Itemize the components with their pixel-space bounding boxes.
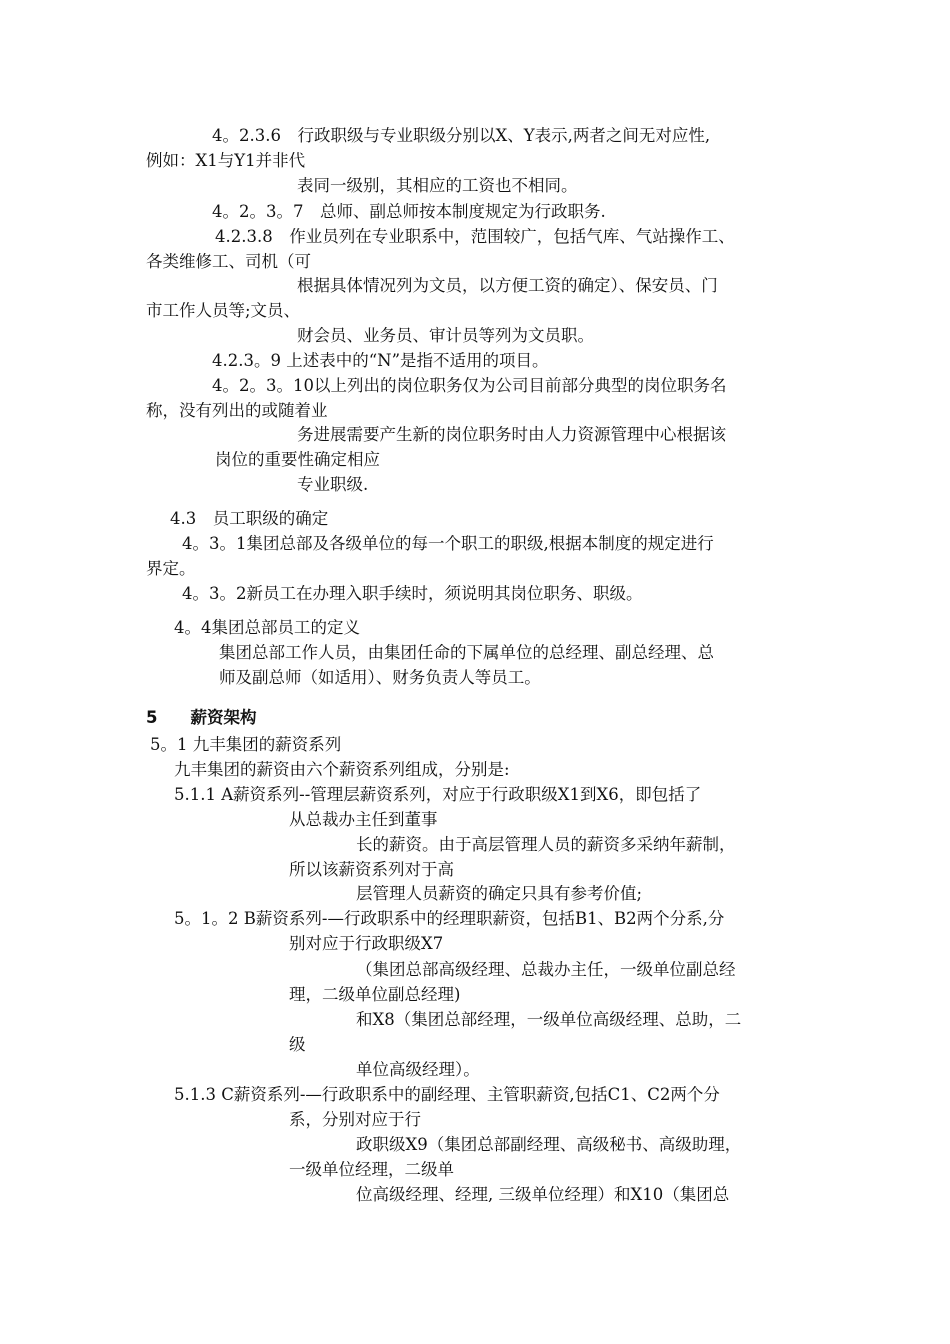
- text-line: 理，二级单位副总经理): [289, 985, 461, 1004]
- section-heading: 4。4集团总部员工的定义: [174, 618, 360, 637]
- text-line: 系，分别对应于行: [289, 1110, 421, 1129]
- text-line: 4。3。1集团总部及各级单位的每一个职工的职级,根据本制度的规定进行: [182, 534, 714, 553]
- text-line: 称，没有列出的或随着业: [146, 401, 328, 420]
- text-line: 岗位的重要性确定相应: [215, 450, 380, 469]
- section-heading: 4.3 员工职级的确定: [170, 509, 329, 528]
- text-line: 4。3。2新员工在办理入职手续时，须说明其岗位职务、职级。: [182, 584, 643, 603]
- text-line: 单位高级经理）。: [356, 1060, 480, 1079]
- text-line: 一级单位经理，二级单: [289, 1160, 454, 1179]
- text-line: 5.1.1 A薪资系列--管理层薪资系列，对应于行政职级X1到X6，即包括了: [174, 785, 702, 804]
- text-line: 表同一级别，其相应的工资也不相同。: [297, 176, 578, 195]
- text-line: 财会员、业务员、审计员等列为文员职。: [297, 326, 594, 345]
- chapter-heading: 5 薪资架构: [146, 708, 257, 727]
- text-line: 九丰集团的薪资由六个薪资系列组成，分别是:: [174, 760, 510, 779]
- text-line: 别对应于行政职级X7: [289, 934, 444, 953]
- text-line: 务进展需要产生新的岗位职务时由人力资源管理中心根据该: [297, 425, 726, 444]
- text-line: （集团总部高级经理、总裁办主任，一级单位副总经: [356, 960, 736, 979]
- text-line: 市工作人员等;文员、: [146, 301, 301, 320]
- text-line: 4.2.3。9 上述表中的“N”是指不适用的项目。: [212, 351, 549, 370]
- text-line: 长的薪资。由于高层管理人员的薪资多采纳年薪制，: [356, 835, 736, 854]
- text-line: 例如：X1与Y1并非代: [146, 151, 306, 170]
- text-line: 根据具体情况列为文员，以方便工资的确定）、保安员、门: [297, 276, 718, 295]
- text-line: 所以该薪资系列对于高: [289, 860, 454, 879]
- text-line: 级: [289, 1035, 306, 1054]
- text-line: 4。2.3.6 行政职级与专业职级分别以X、Y表示,两者之间无对应性,: [212, 126, 711, 145]
- text-line: 集团总部工作人员，由集团任命的下属单位的总经理、副总经理、总: [219, 643, 714, 662]
- text-line: 位高级经理、经理, 三级单位经理）和X10（集团总: [356, 1185, 730, 1204]
- text-line: 层管理人员薪资的确定只具有参考价值;: [356, 884, 643, 903]
- text-line: 4。2。3。10以上列出的岗位职务仅为公司目前部分典型的岗位职务名: [212, 376, 727, 395]
- text-line: 界定。: [146, 559, 196, 578]
- text-line: 专业职级.: [297, 475, 369, 494]
- text-line: 4.2.3.8 作业员列在专业职系中，范围较广，包括气库、气站操作工、: [215, 227, 735, 246]
- text-line: 师及副总师（如适用）、财务负责人等员工。: [219, 668, 541, 687]
- text-line: 各类维修工、司机（可: [146, 252, 311, 271]
- text-line: 和X8（集团总部经理，一级单位高级经理、总助，二: [356, 1010, 742, 1029]
- section-heading: 5。1 九丰集团的薪资系列: [150, 735, 342, 754]
- text-line: 5。1。2 B薪资系列-—行政职系中的经理职薪资，包括B1、B2两个分系,分: [174, 909, 725, 928]
- text-line: 政职级X9（集团总部副经理、高级秘书、高级助理，: [356, 1135, 742, 1154]
- text-line: 5.1.3 C薪资系列-—行政职系中的副经理、主管职薪资,包括C1、C2两个分: [174, 1085, 720, 1104]
- text-line: 4。2。3。7 总师、副总师按本制度规定为行政职务.: [212, 202, 606, 221]
- text-line: 从总裁办主任到董事: [289, 810, 438, 829]
